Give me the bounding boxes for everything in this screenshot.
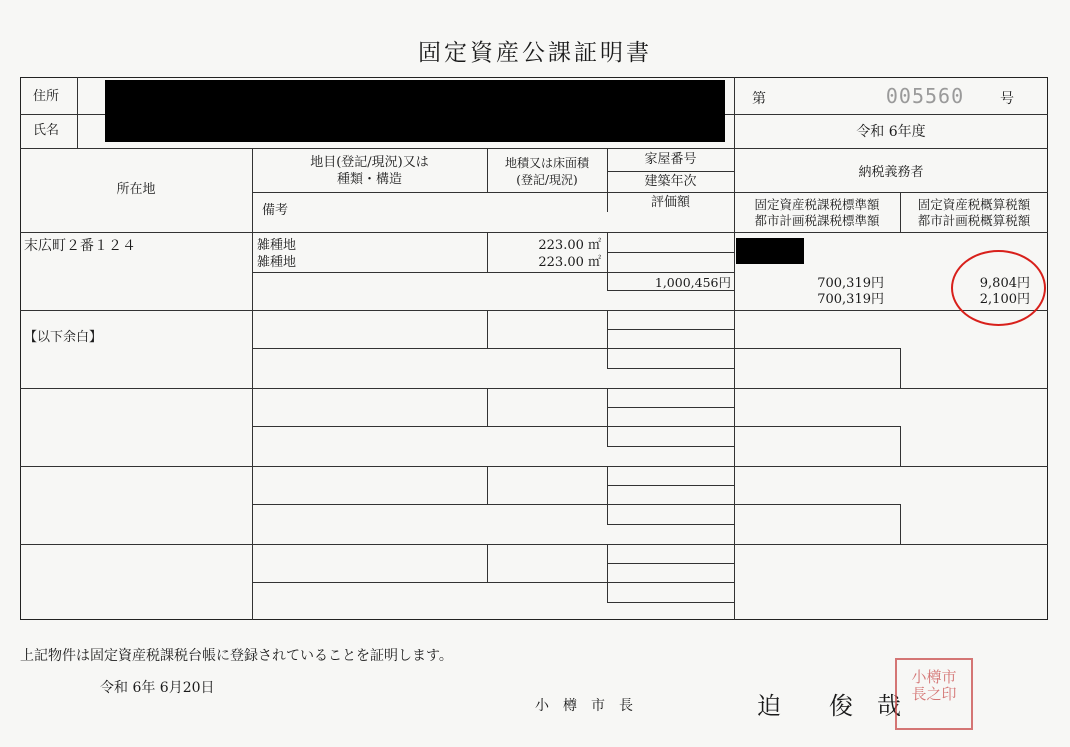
entry-valuation: 1,000,456円	[654, 275, 731, 290]
issuer-name: 迫 俊 哉	[757, 692, 901, 720]
name-label: 氏名	[33, 123, 60, 138]
tax-base-header-line2: 都市計画税課税標準額	[754, 213, 880, 228]
certification-statement: 上記物件は固定資産税課税台帳に登録されていることを証明します。	[20, 648, 453, 664]
remarks-header: 備考	[262, 203, 289, 218]
entry-type-current: 雑種地	[257, 255, 297, 270]
tax-base-header-line1: 固定資産税課税標準額	[754, 197, 880, 212]
fiscal-year: 令和 6年度	[856, 124, 926, 140]
land-type-header-line2: 種類・構造	[336, 172, 402, 187]
entry-type-registered: 雑種地	[257, 238, 297, 253]
red-circle-annotation	[951, 250, 1046, 326]
issue-date: 令和 6年 6月20日	[100, 680, 215, 696]
entry-city-planning-tax-base: 700,319円	[817, 292, 884, 307]
address-label: 住所	[33, 89, 60, 104]
entry-area-current: 223.00 ㎡	[538, 255, 601, 270]
land-type-header-line1: 地目(登記/現況)又は	[310, 155, 429, 170]
tax-amount-header-line2: 都市計画税概算税額	[917, 213, 1031, 228]
tax-amount-header-line1: 固定資産税概算税額	[917, 197, 1031, 212]
entry-fixed-asset-tax: 9,804円	[979, 276, 1030, 291]
certificate-number: 005560	[885, 84, 965, 108]
redacted-address-name	[105, 80, 725, 142]
house-number-header: 家屋番号	[644, 152, 697, 167]
location-header: 所在地	[116, 182, 156, 197]
entry-fixed-asset-tax-base: 700,319円	[817, 276, 884, 291]
taxpayer-header: 納税義務者	[858, 165, 924, 180]
official-seal-stamp: 小樽市 長之印	[895, 658, 973, 730]
entry-area-registered: 223.00 ㎡	[538, 238, 601, 253]
redacted-taxpayer	[736, 238, 804, 264]
valuation-header: 評価額	[650, 195, 690, 210]
entry-city-planning-tax: 2,100円	[979, 292, 1030, 307]
build-year-header: 建築年次	[644, 174, 697, 189]
area-header-line1: 地積又は床面積	[504, 156, 589, 170]
issuer-title: 小 樽 市 長	[535, 698, 633, 714]
area-header-line2: (登記/現況)	[516, 173, 578, 187]
entry-location: 末広町２番１２４	[24, 238, 136, 254]
blank-marker: 【以下余白】	[24, 330, 103, 345]
certificate-number-prefix: 第	[752, 91, 766, 107]
certificate-number-suffix: 号	[1000, 91, 1014, 107]
page-title: 固定資産公課証明書	[418, 40, 652, 66]
